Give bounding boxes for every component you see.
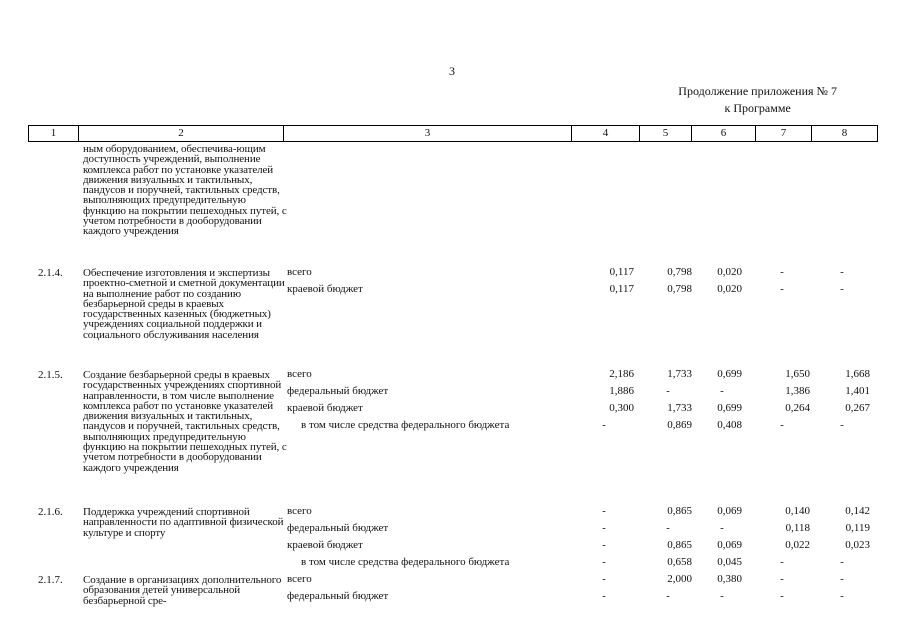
header-col-2: 2 (79, 126, 284, 142)
table-row (28, 142, 877, 266)
value-col-4: 0,117 (609, 266, 634, 278)
row-number: 2.1.4. (38, 267, 63, 279)
table-row (28, 573, 877, 623)
funding-source: в том числе средства федерального бюджета (301, 419, 510, 431)
funding-line (287, 539, 877, 556)
funding-source: краевой бюджет (287, 283, 363, 295)
value-col-8: - (840, 590, 844, 602)
value-col-4: - (602, 505, 606, 517)
value-col-8: 0,142 (845, 505, 870, 517)
funding-line (287, 556, 877, 573)
header-col-7: 7 (756, 126, 812, 142)
appendix-line-2: к Программе (724, 101, 791, 115)
value-col-6: 0,408 (717, 419, 742, 431)
value-col-6: 0,045 (717, 556, 742, 568)
value-col-6: - (720, 385, 724, 397)
value-col-7: 0,118 (785, 522, 810, 534)
value-col-5: 0,658 (667, 556, 692, 568)
header-table (28, 125, 878, 142)
table-body (28, 142, 877, 623)
value-col-6: 0,380 (717, 573, 742, 585)
row-description: Создание безбарьерной среды в краевых государственных учреждениях спортивной направленности, в том числе выполнение комплекса работ по установке указателей движения визуальных и тактильных, пандусов и поручней, тактильных средств, выполняющих предупредительную функцию на покрытии пешеходных путей, с учетом потребности в дооборудовании каждого учреждения (83, 369, 287, 474)
value-col-6: 0,069 (717, 505, 742, 517)
value-col-5: - (666, 385, 670, 397)
value-col-6: - (720, 590, 724, 602)
funding-line (287, 573, 877, 590)
value-col-6: 0,069 (717, 539, 742, 551)
value-col-5: 1,733 (667, 402, 692, 414)
value-col-8: - (840, 556, 844, 568)
value-col-5: - (666, 590, 670, 602)
row-description: ным оборудованием, обеспечива-ющим доступность учреждений, выполнение комплекса работ по установке указателей движения визуальных и тактильных, пандусов и поручней, тактильных средств, выполняющих предупредительную функцию на покрытии пешеходных путей, с учетом потребности в дооборудовании каждого учреждения (83, 143, 287, 238)
header-col-6: 6 (692, 126, 756, 142)
value-col-7: 1,386 (785, 385, 810, 397)
value-col-7: 0,264 (785, 402, 810, 414)
value-col-6: 0,699 (717, 402, 742, 414)
funding-line (287, 505, 877, 522)
value-col-4: 0,117 (609, 283, 634, 295)
header-col-8: 8 (812, 126, 878, 142)
value-col-7: - (780, 556, 784, 568)
value-col-7: - (780, 266, 784, 278)
funding-source: краевой бюджет (287, 402, 363, 414)
value-col-4: 1,886 (609, 385, 634, 397)
funding-source: федеральный бюджет (287, 522, 389, 534)
row-number: 2.1.6. (38, 506, 63, 518)
value-col-5: 2,000 (667, 573, 692, 585)
value-col-7: 0,022 (785, 539, 810, 551)
value-col-8: 1,401 (845, 385, 870, 397)
funding-line (287, 402, 877, 419)
row-description: Поддержка учреждений спортивной направленности по адаптивной физической культуре и спорту (83, 506, 284, 539)
funding-source: федеральный бюджет (287, 385, 389, 397)
value-col-4: 0,300 (609, 402, 634, 414)
funding-line (287, 590, 877, 607)
funding-source: федеральный бюджет (287, 590, 389, 602)
value-col-4: - (602, 573, 606, 585)
row-description: Создание в организациях дополнительного образования детей универсальной безбарьерной сре- (83, 574, 282, 607)
value-col-8: 1,668 (845, 368, 870, 380)
funding-source: краевой бюджет (287, 539, 363, 551)
header-col-1: 1 (29, 126, 79, 142)
value-col-7: 1,650 (785, 368, 810, 380)
funding-source: в том числе средства федерального бюджета (301, 556, 510, 568)
row-number: 2.1.5. (38, 369, 63, 381)
table-row (28, 505, 877, 573)
value-col-8: - (840, 419, 844, 431)
value-col-5: 0,798 (667, 283, 692, 295)
value-col-5: - (666, 522, 670, 534)
appendix-note (678, 83, 837, 117)
header-row (29, 126, 878, 142)
table-row (28, 368, 877, 505)
value-col-6: 0,020 (717, 266, 742, 278)
funding-line (287, 419, 877, 436)
value-col-6: 0,699 (717, 368, 742, 380)
value-col-4: - (602, 556, 606, 568)
value-col-5: 1,733 (667, 368, 692, 380)
funding-line (287, 266, 877, 283)
table-row (28, 266, 877, 368)
row-number: 2.1.7. (38, 574, 63, 586)
value-col-4: - (602, 590, 606, 602)
value-col-6: - (720, 522, 724, 534)
value-col-7: - (780, 283, 784, 295)
value-col-8: 0,267 (845, 402, 870, 414)
value-col-8: - (840, 266, 844, 278)
funding-line (287, 385, 877, 402)
value-col-4: 2,186 (609, 368, 634, 380)
row-description: Обеспечение изготовления и экспертизы проектно-сметной и сметной документации на выполнение работ по созданию безбарьерной среды в краевых государственных казенных (бюджетных) учреждениях социальной поддержки и социального обслуживания населения (83, 267, 285, 341)
funding-source: всего (287, 505, 312, 517)
value-col-5: 0,798 (667, 266, 692, 278)
value-col-7: - (780, 573, 784, 585)
funding-line (287, 283, 877, 300)
value-col-5: 0,865 (667, 505, 692, 517)
funding-source: всего (287, 368, 312, 380)
value-col-8: - (840, 573, 844, 585)
value-col-6: 0,020 (717, 283, 742, 295)
value-col-5: 0,865 (667, 539, 692, 551)
value-col-7: - (780, 590, 784, 602)
value-col-5: 0,869 (667, 419, 692, 431)
value-col-4: - (602, 419, 606, 431)
funding-line (287, 522, 877, 539)
value-col-4: - (602, 522, 606, 534)
funding-source: всего (287, 266, 312, 278)
value-col-8: 0,023 (845, 539, 870, 551)
header-col-5: 5 (640, 126, 692, 142)
appendix-line-1: Продолжение приложения № 7 (678, 84, 837, 98)
header-col-4: 4 (572, 126, 640, 142)
funding-line (287, 368, 877, 385)
value-col-8: 0,119 (845, 522, 870, 534)
value-col-7: - (780, 419, 784, 431)
value-col-8: - (840, 283, 844, 295)
value-col-7: 0,140 (785, 505, 810, 517)
page-number: 3 (449, 64, 455, 78)
header-col-3: 3 (284, 126, 572, 142)
funding-source: всего (287, 573, 312, 585)
value-col-4: - (602, 539, 606, 551)
